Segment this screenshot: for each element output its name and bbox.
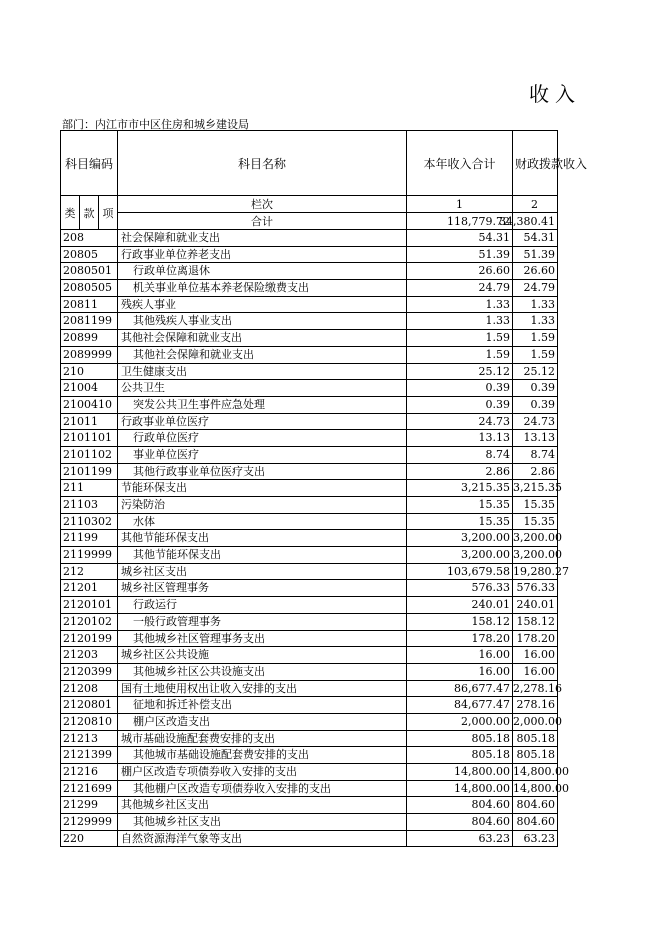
row-total-income: 2.86: [407, 464, 513, 480]
table-row: [60, 731, 558, 748]
row-code: 208: [61, 230, 118, 246]
row-code: 21213: [61, 731, 118, 747]
row-fiscal-appropriation: 1.59: [530, 347, 555, 361]
row-fiscal-appropriation: 158.12: [516, 614, 555, 628]
row-total-income: 1.59: [407, 347, 513, 363]
row-total-income: 1.59: [407, 330, 513, 346]
row-code: 2101199: [61, 464, 118, 480]
row-name: 节能环保支出: [118, 480, 407, 496]
row-fiscal-appropriation: 25.12: [523, 364, 555, 378]
table-row: [60, 631, 558, 648]
row-total-income: 24.79: [407, 280, 513, 296]
table-row: [60, 364, 558, 381]
row-code: 2120801: [61, 697, 118, 713]
row-total-income: 25.12: [407, 364, 513, 380]
table-row: [60, 614, 558, 631]
row-code: 21216: [61, 764, 118, 780]
row-code: 2080505: [61, 280, 118, 296]
table-body: [60, 230, 569, 847]
row-total-income: 13.13: [407, 430, 513, 446]
row-name: 其他社会保障和就业支出: [118, 347, 407, 363]
table-row: [60, 747, 558, 764]
row-fiscal-appropriation: 1.33: [530, 297, 555, 311]
row-total-income: 178.20: [407, 631, 513, 647]
row-total-income: 84,677.47: [407, 697, 513, 713]
row-name: 其他城乡社区管理事务支出: [118, 631, 407, 647]
row-code: 21208: [61, 681, 118, 697]
row-code: 21004: [61, 380, 118, 396]
row-total-income: 16.00: [407, 664, 513, 680]
row-name: 国有土地使用权出让收入安排的支出: [118, 681, 407, 697]
header-xiang: 项: [99, 196, 118, 229]
row-fiscal-appropriation: 3,215.35: [513, 481, 562, 495]
row-total-income: 8.74: [407, 447, 513, 463]
row-code: 211: [61, 480, 118, 496]
sum-fiscal: 34,380.41: [499, 214, 555, 228]
row-fiscal-appropriation: 26.60: [523, 264, 555, 278]
row-name: 水体: [118, 514, 407, 530]
table-row: [60, 547, 562, 564]
row-fiscal-appropriation: 805.18: [516, 748, 555, 762]
table-row: [60, 430, 558, 447]
table-row: [60, 714, 562, 731]
table-row: [60, 263, 558, 280]
table-row: [60, 330, 558, 347]
row-total-income: 86,677.47: [407, 681, 513, 697]
table-row: [60, 647, 558, 664]
row-fiscal-appropriation: 13.13: [523, 431, 555, 445]
row-fiscal-appropriation: 24.73: [523, 414, 555, 428]
row-code: 21201: [61, 580, 118, 596]
sum-label: 合计: [118, 213, 407, 229]
row-fiscal-appropriation: 178.20: [516, 631, 555, 645]
row-code: 2100410: [61, 397, 118, 413]
row-fiscal-appropriation: 2,278.16: [513, 681, 562, 695]
row-total-income: 14,800.00: [407, 764, 513, 780]
row-code: 2120102: [61, 614, 118, 630]
row-name: 其他城乡社区支出: [118, 797, 407, 813]
row-code: 21103: [61, 497, 118, 513]
table-row: [60, 831, 558, 848]
row-name: 行政事业单位养老支出: [118, 247, 407, 263]
row-fiscal-appropriation: 2.86: [530, 464, 555, 478]
row-total-income: 804.60: [407, 797, 513, 813]
row-name: 卫生健康支出: [118, 364, 407, 380]
row-fiscal-appropriation: 3,200.00: [513, 548, 562, 562]
row-name: 棚户区改造专项债券收入安排的支出: [118, 764, 407, 780]
row-code: 20811: [61, 297, 118, 313]
row-code: 2121699: [61, 781, 118, 797]
row-fiscal-appropriation: 8.74: [530, 447, 555, 461]
table-row: [60, 464, 558, 481]
row-name: 其他社会保障和就业支出: [118, 330, 407, 346]
row-name: 污染防治: [118, 497, 407, 513]
header-total-income: 本年收入合计: [407, 131, 513, 195]
row-total-income: 51.39: [407, 247, 513, 263]
table-row: [60, 797, 558, 814]
row-fiscal-appropriation: 805.18: [516, 731, 555, 745]
row-total-income: 15.35: [407, 497, 513, 513]
row-fiscal-appropriation: 16.00: [523, 648, 555, 662]
column-index-2: 2: [531, 197, 538, 211]
header-kuan: 款: [80, 196, 99, 229]
row-code: 21199: [61, 530, 118, 546]
header-code: 科目编码: [61, 131, 118, 195]
row-total-income: 3,215.35: [407, 480, 513, 496]
row-total-income: 26.60: [407, 263, 513, 279]
row-total-income: 805.18: [407, 747, 513, 763]
row-total-income: 16.00: [407, 647, 513, 663]
row-total-income: 3,200.00: [407, 547, 513, 563]
row-name: 其他城市基础设施配套费安排的支出: [118, 747, 407, 763]
table-row: [60, 380, 558, 397]
row-name: 行政单位医疗: [118, 430, 407, 446]
table-row: [60, 247, 558, 264]
row-code: 210: [61, 364, 118, 380]
row-total-income: 24.73: [407, 414, 513, 430]
row-code: 212: [61, 564, 118, 580]
row-total-income: 54.31: [407, 230, 513, 246]
department-label: 部门：内江市市中区住房和城乡建设局: [62, 118, 249, 131]
row-code: 21299: [61, 797, 118, 813]
row-code: 2101102: [61, 447, 118, 463]
row-name: 机关事业单位基本养老保险缴费支出: [118, 280, 407, 296]
row-code: 20899: [61, 330, 118, 346]
row-code: 2080501: [61, 263, 118, 279]
row-total-income: 804.60: [407, 814, 513, 830]
row-total-income: 14,800.00: [407, 781, 513, 797]
table-row: [60, 564, 569, 581]
row-total-income: 0.39: [407, 380, 513, 396]
row-name: 自然资源海洋气象等支出: [118, 831, 407, 847]
row-name: 其他城乡社区支出: [118, 814, 407, 830]
row-name: 棚户区改造支出: [118, 714, 407, 730]
row-name: 其他残疾人事业支出: [118, 313, 407, 329]
row-fiscal-appropriation: 24.79: [523, 281, 555, 295]
row-code: 220: [61, 831, 118, 847]
row-fiscal-appropriation: 0.39: [530, 397, 555, 411]
table-row: [60, 230, 558, 247]
row-fiscal-appropriation: 240.01: [516, 598, 555, 612]
header-lei: 类: [61, 196, 80, 229]
row-code: 2120399: [61, 664, 118, 680]
row-fiscal-appropriation: 14,800.00: [513, 781, 569, 795]
table-row: [60, 514, 558, 531]
row-code: 2121399: [61, 747, 118, 763]
table-row: [60, 480, 562, 497]
row-total-income: 0.39: [407, 397, 513, 413]
row-total-income: 2,000.00: [407, 714, 513, 730]
table-row: [60, 764, 569, 781]
row-name: 其他节能环保支出: [118, 530, 407, 546]
table-row: [60, 697, 558, 714]
table-row: [60, 397, 558, 414]
row-name: 行政单位离退休: [118, 263, 407, 279]
row-fiscal-appropriation: 19,280.27: [513, 564, 569, 578]
row-total-income: 1.33: [407, 297, 513, 313]
row-name: 城市基础设施配套费安排的支出: [118, 731, 407, 747]
row-fiscal-appropriation: 16.00: [523, 664, 555, 678]
column-index-1: 1: [407, 196, 513, 212]
row-name: 公共卫生: [118, 380, 407, 396]
table-row: [60, 580, 558, 597]
table-row: [60, 497, 558, 514]
table-row: [60, 597, 558, 614]
row-name: 社会保障和就业支出: [118, 230, 407, 246]
row-code: 21203: [61, 647, 118, 663]
header-name: 科目名称: [118, 131, 407, 195]
row-code: 2110302: [61, 514, 118, 530]
table-row: [60, 280, 558, 297]
row-fiscal-appropriation: 15.35: [523, 514, 555, 528]
row-code: 2120199: [61, 631, 118, 647]
row-name: 城乡社区管理事务: [118, 580, 407, 596]
row-total-income: 15.35: [407, 514, 513, 530]
row-total-income: 805.18: [407, 731, 513, 747]
row-name: 行政事业单位医疗: [118, 414, 407, 430]
row-fiscal-appropriation: 63.23: [523, 831, 555, 845]
row-total-income: 240.01: [407, 597, 513, 613]
row-fiscal-appropriation: 804.60: [516, 798, 555, 812]
table-row: [60, 347, 558, 364]
table-row: [60, 681, 562, 698]
row-name: 残疾人事业: [118, 297, 407, 313]
column-index-label: 栏次: [118, 196, 407, 212]
row-name: 其他节能环保支出: [118, 547, 407, 563]
table-subheader: [60, 196, 558, 230]
row-name: 其他城乡社区公共设施支出: [118, 664, 407, 680]
row-total-income: 63.23: [407, 831, 513, 847]
row-name: 事业单位医疗: [118, 447, 407, 463]
row-fiscal-appropriation: 0.39: [530, 381, 555, 395]
row-name: 其他棚户区改造专项债券收入安排的支出: [118, 781, 407, 797]
row-name: 征地和拆迁补偿支出: [118, 697, 407, 713]
header-fiscal-appropriation: 财政拨款收入: [515, 156, 588, 171]
row-code: 2119999: [61, 547, 118, 563]
row-fiscal-appropriation: 14,800.00: [513, 765, 569, 778]
row-code: 2120810: [61, 714, 118, 730]
row-code: 21011: [61, 414, 118, 430]
row-code: 2101101: [61, 430, 118, 446]
table-row: [60, 447, 558, 464]
table-row: [60, 297, 558, 314]
sum-total: 118,779.72: [407, 213, 513, 229]
table-row: [60, 313, 558, 330]
row-fiscal-appropriation: 278.16: [516, 698, 555, 712]
row-fiscal-appropriation: 3,200.00: [513, 531, 562, 545]
row-code: 20805: [61, 247, 118, 263]
row-name: 其他行政事业单位医疗支出: [118, 464, 407, 480]
row-fiscal-appropriation: 576.33: [516, 581, 555, 595]
row-total-income: 576.33: [407, 580, 513, 596]
row-name: 城乡社区支出: [118, 564, 407, 580]
row-code: 2120101: [61, 597, 118, 613]
row-fiscal-appropriation: 54.31: [523, 231, 555, 244]
income-table: [60, 130, 588, 847]
table-row: [60, 530, 562, 547]
row-code: 2081199: [61, 313, 118, 329]
row-total-income: 158.12: [407, 614, 513, 630]
row-name: 城乡社区公共设施: [118, 647, 407, 663]
table-header: [60, 130, 588, 196]
row-total-income: 3,200.00: [407, 530, 513, 546]
row-fiscal-appropriation: 1.59: [530, 331, 555, 345]
table-row: [60, 781, 569, 798]
table-row: [60, 664, 558, 681]
row-name: 行政运行: [118, 597, 407, 613]
row-total-income: 103,679.58: [407, 564, 513, 580]
row-fiscal-appropriation: 2,000.00: [513, 714, 562, 728]
table-row: [60, 414, 558, 431]
row-fiscal-appropriation: 51.39: [523, 247, 555, 261]
table-row: [60, 814, 558, 831]
row-code: 2089999: [61, 347, 118, 363]
row-name: 一般行政管理事务: [118, 614, 407, 630]
row-total-income: 1.33: [407, 313, 513, 329]
row-name: 突发公共卫生事件应急处理: [118, 397, 407, 413]
row-fiscal-appropriation: 804.60: [516, 815, 555, 829]
row-fiscal-appropriation: 15.35: [523, 498, 555, 511]
row-fiscal-appropriation: 1.33: [530, 314, 555, 328]
report-title: 收入: [529, 82, 581, 106]
row-code: 2129999: [61, 814, 118, 830]
